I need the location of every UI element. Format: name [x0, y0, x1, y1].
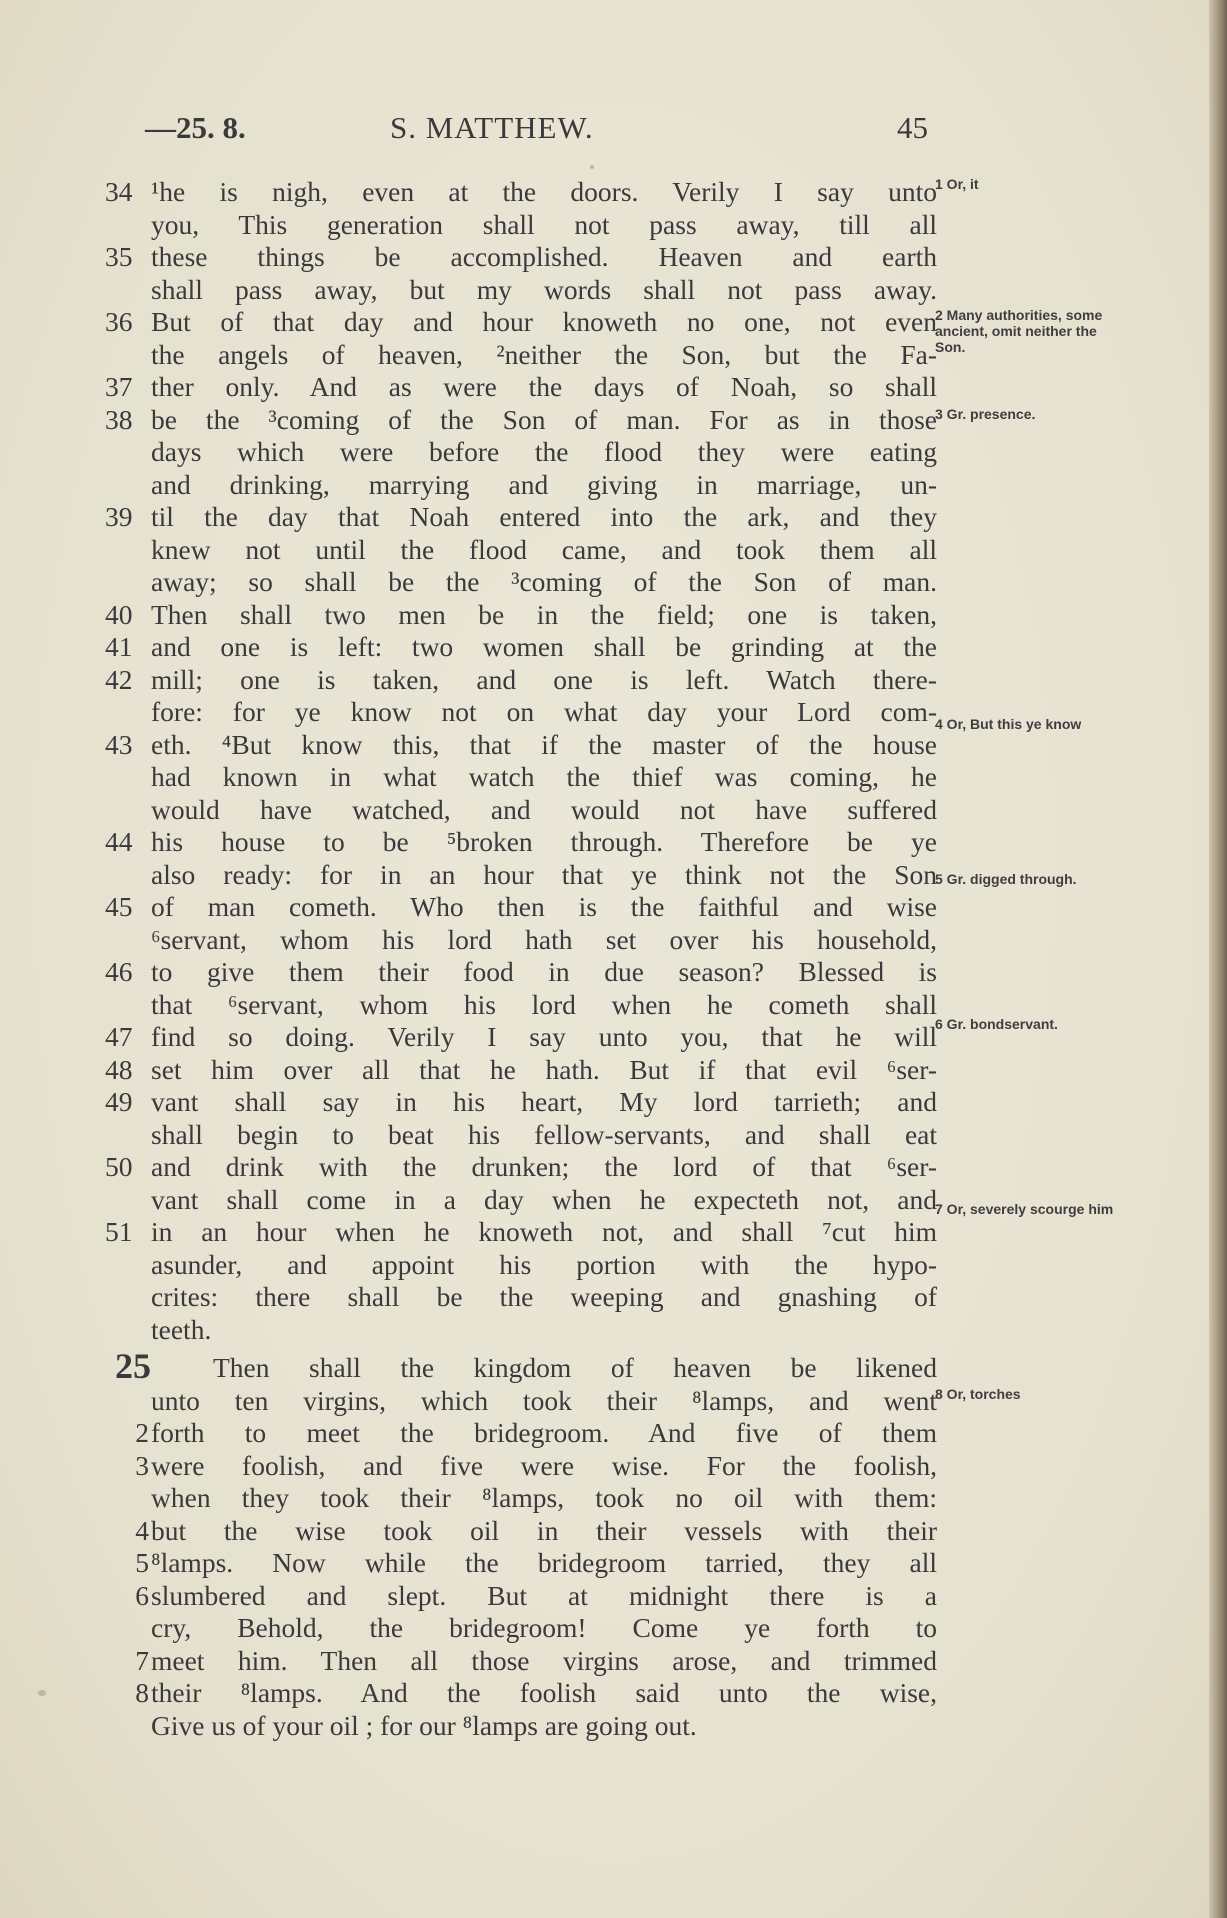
verse-text: ¹he is nigh, even at the doors. Verily I say unto [151, 176, 937, 207]
verse-number: 50 [105, 1151, 133, 1182]
text-line [105, 274, 935, 307]
text-line [105, 176, 935, 209]
text-line [105, 1710, 935, 1743]
verse-text: fore: for ye know not on what day your Lord com- [151, 696, 937, 727]
verse-text: mill; one is taken, and one is left. Watch there- [151, 663, 937, 695]
text-line [105, 1086, 935, 1119]
margin-note: 3 Gr. presence. [935, 406, 1036, 422]
text-line [105, 891, 935, 924]
verse-number: 41 [105, 631, 133, 662]
verse-text: were foolish, and five were wise. For the foolish, [151, 1449, 937, 1481]
verse-text: these things be accomplished. Heaven and earth [151, 241, 937, 272]
text-line [105, 1184, 935, 1217]
book-spine-edge [1209, 0, 1227, 1918]
text-line [105, 501, 935, 534]
verse-text: slumbered and slept. But at midnight there is a [151, 1579, 937, 1611]
verse-number: 37 [105, 371, 133, 402]
verse-text: eth. ⁴But know this, that if the master of the house [151, 728, 937, 760]
verse-number: 3 [135, 1449, 149, 1481]
verse-text: their ⁸lamps. And the foolish said unto the wise, [151, 1677, 937, 1708]
running-header [145, 110, 945, 150]
text-line [105, 1515, 935, 1548]
verse-text: you, This generation shall not pass away, till all [151, 208, 937, 240]
text-line [105, 339, 935, 372]
text-line [105, 306, 935, 339]
verse-text: that ⁶servant, whom his lord when he cometh shall [151, 988, 937, 1020]
verse-text: unto ten virgins, which took their ⁸lamps, and went [151, 1384, 937, 1416]
verse-text: the angels of heaven, ²neither the Son, but the Fa- [151, 338, 937, 370]
margin-note: 5 Gr. digged through. [935, 871, 1077, 887]
verse-number: 38 [105, 403, 133, 435]
verse-text: to give them their food in due season? Blessed is [151, 956, 937, 987]
text-line [105, 469, 935, 502]
margin-note: 6 Gr. bondservant. [935, 1016, 1058, 1032]
margin-note: 7 Or, severely scourge him [935, 1201, 1114, 1217]
text-line [105, 534, 935, 567]
verse-number: 43 [105, 728, 133, 760]
verse-text: ⁸lamps. Now while the bridegroom tarried, they all [151, 1547, 937, 1578]
verse-text: his house to be ⁵broken through. Therefore be ye [151, 826, 937, 857]
verse-number: 6 [135, 1579, 149, 1611]
verse-text: but the wise took oil in their vessels with their [151, 1514, 937, 1546]
verse-text: also ready: for in an hour that ye think not the Son [151, 858, 937, 890]
verse-text: had known in what watch the thief was coming, he [151, 761, 937, 792]
verse-text: vant shall come in a day when he expecteth not, and [151, 1183, 937, 1215]
verse-number: 7 [135, 1644, 149, 1676]
verse-text: days which were before the flood they were eating [151, 436, 937, 467]
chapter-number: 25 [115, 1346, 151, 1386]
text-line [105, 826, 935, 859]
text-line [105, 956, 935, 989]
margin-note: 4 Or, But this ye know [935, 716, 1082, 732]
verse-text: Then shall two men be in the field; one is taken, [151, 598, 937, 630]
verse-text: Then shall the kingdom of heaven be likened [213, 1352, 937, 1383]
verse-text: Give us of your oil ; for our ⁸lamps are going out. [151, 1709, 697, 1741]
verse-text: set him over all that he hath. But if that evil ⁶ser- [151, 1053, 937, 1085]
verse-text: shall pass away, but my words shall not pass away. [151, 273, 937, 305]
text-line [105, 631, 935, 664]
text-line [105, 794, 935, 827]
verse-text: and drinking, marrying and giving in marriage, un- [151, 468, 937, 500]
text-line [105, 1385, 935, 1418]
header-title: S. MATTHEW. [390, 110, 594, 145]
text-line [105, 1450, 935, 1483]
text-line [105, 1612, 935, 1645]
text-line [105, 1151, 935, 1184]
verse-text: ⁶servant, whom his lord hath set over his household, [151, 923, 937, 955]
text-line [105, 1645, 935, 1678]
verse-number: 39 [105, 501, 133, 532]
verse-text: cry, Behold, the bridegroom! Come ye forth to [151, 1612, 937, 1643]
verse-text: knew not until the flood came, and took them all [151, 533, 937, 565]
paper-speck [590, 165, 594, 169]
text-line [105, 859, 935, 892]
verse-number: 34 [105, 176, 133, 207]
text-line [105, 924, 935, 957]
text-line [105, 1216, 935, 1249]
text-line [105, 404, 935, 437]
verse-number: 4 [135, 1514, 149, 1546]
verse-number: 5 [135, 1547, 149, 1578]
text-line [105, 1314, 935, 1347]
margin-note: 2 Many authorities, some ancient, omit neither the Son. [935, 307, 1103, 355]
text-line [105, 1482, 935, 1515]
text-line [105, 729, 935, 762]
text-line [105, 1346, 937, 1386]
verse-text: teeth. [151, 1313, 212, 1345]
text-line [105, 241, 935, 274]
text-line [105, 436, 935, 469]
verse-text: asunder, and appoint his portion with the hypo- [151, 1248, 937, 1280]
verse-text: and one is left: two women shall be grinding at the [151, 631, 937, 662]
verse-number: 36 [105, 306, 133, 337]
verse-number: 42 [105, 663, 133, 695]
page-number: 45 [897, 110, 928, 145]
margin-note: 8 Or, torches [935, 1386, 1021, 1402]
verse-text: vant shall say in his heart, My lord tarrieth; and [151, 1086, 937, 1117]
verse-text: be the ³coming of the Son of man. For as in those [151, 403, 937, 435]
text-line [105, 1281, 935, 1314]
verse-text: find so doing. Verily I say unto you, that he will [151, 1021, 937, 1052]
text-line [105, 1677, 935, 1710]
verse-text: shall begin to beat his fellow-servants, and shall eat [151, 1118, 937, 1150]
text-line [105, 664, 935, 697]
text-line [105, 696, 935, 729]
paper-speck [38, 1690, 46, 1696]
text-line [105, 761, 935, 794]
verse-number: 40 [105, 598, 133, 630]
verse-text: meet him. Then all those virgins arose, and trimmed [151, 1644, 937, 1676]
verse-number: 48 [105, 1053, 133, 1085]
verse-text: would have watched, and would not have suffered [151, 793, 937, 825]
verse-number: 44 [105, 826, 133, 857]
verse-text: forth to meet the bridegroom. And five of them [151, 1417, 937, 1448]
verse-text: and drink with the drunken; the lord of that ⁶ser- [151, 1151, 937, 1182]
text-line [105, 1249, 935, 1282]
verse-text: of man cometh. Who then is the faithful and wise [151, 891, 937, 922]
verse-number: 35 [105, 241, 133, 272]
text-line [105, 599, 935, 632]
verse-text: But of that day and hour knoweth no one, not even [151, 306, 937, 337]
text-line [105, 989, 935, 1022]
text-line [105, 1021, 935, 1054]
text-line [105, 1417, 935, 1450]
text-line [105, 371, 935, 404]
text-line [105, 566, 935, 599]
text-line [105, 1580, 935, 1613]
margin-note: 1 Or, it [935, 176, 979, 192]
verse-number: 2 [135, 1417, 149, 1448]
verse-text: crites: there shall be the weeping and gnashing of [151, 1281, 937, 1312]
verse-text: til the day that Noah entered into the ark, and they [151, 501, 937, 532]
verse-text: when they took their ⁸lamps, took no oil with them: [151, 1482, 937, 1513]
verse-number: 51 [105, 1216, 133, 1247]
header-reference: —25. 8. [145, 110, 246, 145]
verse-text: away; so shall be the ³coming of the Son of man. [151, 566, 937, 597]
verse-number: 45 [105, 891, 133, 922]
verse-number: 49 [105, 1086, 133, 1117]
text-line [105, 1547, 935, 1580]
verse-text: ther only. And as were the days of Noah, so shall [151, 371, 937, 402]
text-line [105, 1119, 935, 1152]
verse-number: 8 [135, 1677, 149, 1708]
verse-number: 47 [105, 1021, 133, 1052]
verse-text: in an hour when he knoweth not, and shall ⁷cut him [151, 1216, 937, 1247]
text-line [105, 1054, 935, 1087]
scripture-text [105, 176, 935, 1742]
verse-number: 46 [105, 956, 133, 987]
text-line [105, 209, 935, 242]
